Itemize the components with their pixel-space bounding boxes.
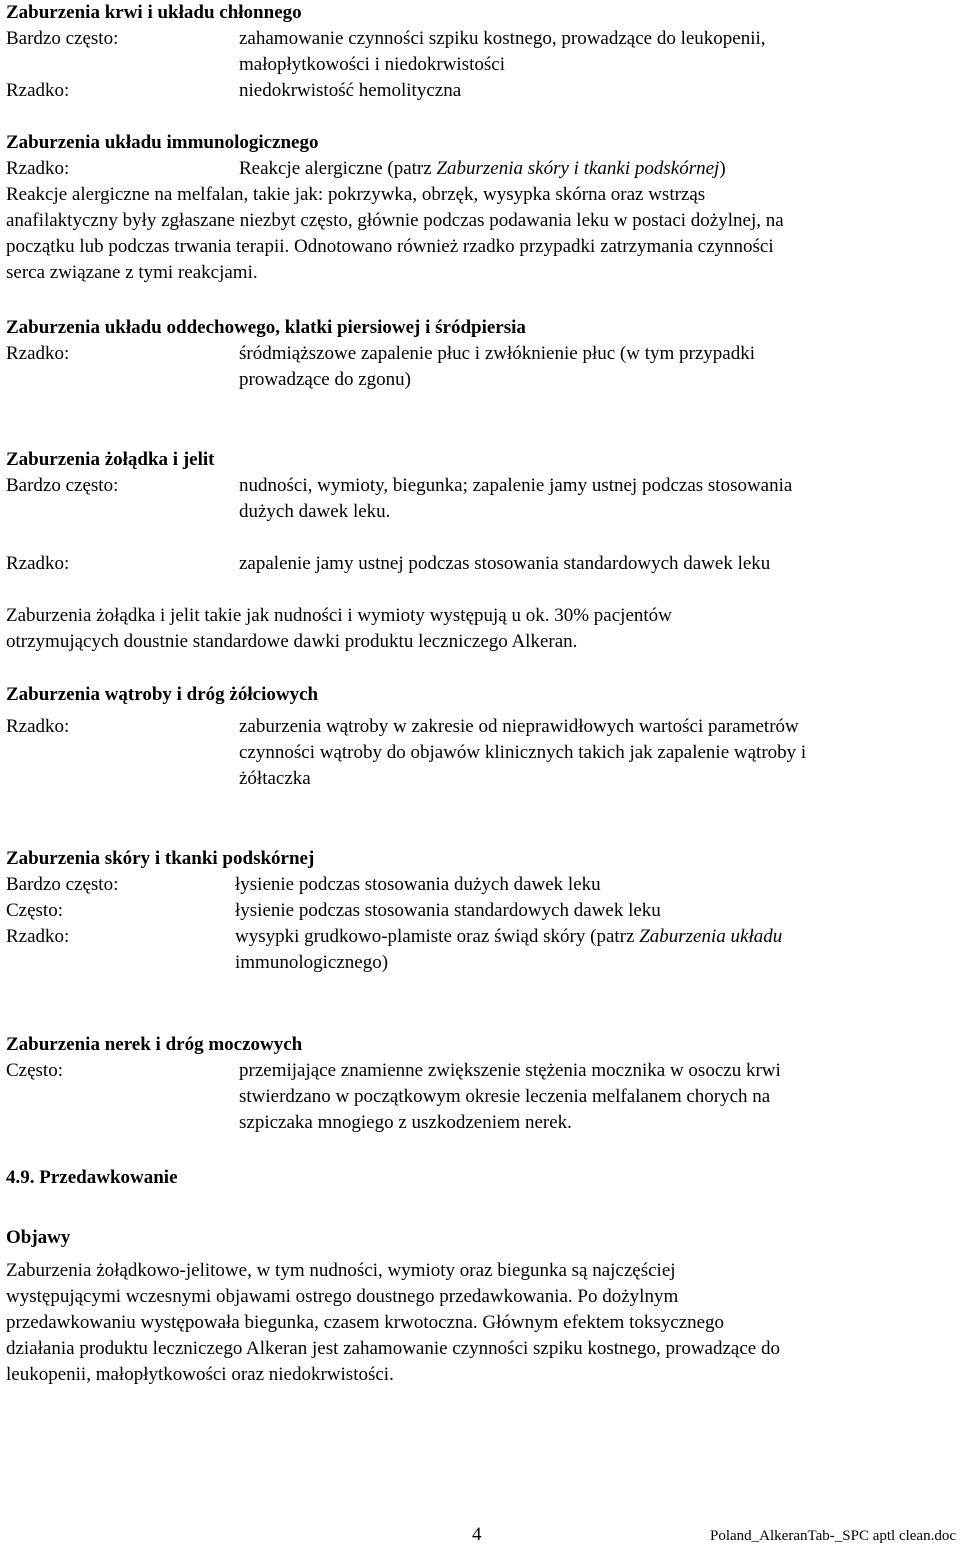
paragraph-line: anafilaktyczny były zgłaszane niezbyt często, głównie podczas podawania leku w postaci dożylnej, na bbox=[6, 210, 784, 231]
value-text: Reakcje alergiczne (patrz bbox=[239, 158, 437, 179]
frequency-label: Bardzo często: bbox=[6, 475, 119, 496]
frequency-row bbox=[6, 473, 954, 525]
frequency-row bbox=[6, 898, 954, 924]
section-respiratory bbox=[6, 315, 954, 393]
frequency-row bbox=[6, 78, 954, 104]
value-line: prowadzące do zgonu) bbox=[239, 369, 411, 390]
frequency-value bbox=[239, 26, 954, 78]
paragraph-line: występującymi wczesnymi objawami ostrego doustnego przedawkowania. Po dożylnym bbox=[6, 1286, 679, 1307]
frequency-row bbox=[6, 551, 954, 577]
value-line: żółtaczka bbox=[239, 768, 311, 789]
section-heading: Zaburzenia nerek i dróg moczowych bbox=[6, 1034, 303, 1055]
frequency-value: łysienie podczas stosowania standardowych dawek leku bbox=[235, 900, 661, 921]
frequency-value bbox=[239, 473, 954, 525]
frequency-value bbox=[239, 714, 954, 792]
section-heading: Zaburzenia krwi i układu chłonnego bbox=[6, 2, 302, 23]
paragraph-line: Zaburzenia żołądka i jelit takie jak nudności i wymioty występują u ok. 30% pacjentów bbox=[6, 605, 672, 626]
frequency-row bbox=[6, 341, 954, 393]
frequency-value bbox=[239, 1058, 954, 1136]
frequency-label: Często: bbox=[6, 1060, 63, 1081]
value-line: przemijające znamienne zwiększenie stężenia mocznika w osoczu krwi bbox=[239, 1060, 781, 1081]
frequency-row bbox=[6, 872, 954, 898]
frequency-label: Bardzo często: bbox=[6, 28, 119, 49]
frequency-label: Rzadko: bbox=[6, 553, 70, 574]
section-gi bbox=[6, 447, 954, 655]
section-overdose bbox=[6, 1165, 954, 1388]
value-line: zaburzenia wątroby w zakresie od nieprawidłowych wartości parametrów bbox=[239, 716, 799, 737]
paragraph-line: serca związane z tymi reakcjami. bbox=[6, 262, 258, 283]
value-line: szpiczaka mnogiego z uszkodzeniem nerek. bbox=[239, 1112, 572, 1133]
section-heading: Zaburzenia wątroby i dróg żółciowych bbox=[6, 684, 319, 705]
frequency-label: Rzadko: bbox=[6, 716, 70, 737]
value-line: stwierdzano w początkowym okresie leczenia melfalanem chorych na bbox=[239, 1086, 771, 1107]
paragraph-line: Zaburzenia żołądkowo-jelitowe, w tym nudności, wymioty oraz biegunka są najczęściej bbox=[6, 1260, 676, 1281]
frequency-label: Często: bbox=[6, 900, 63, 921]
value-line: małopłytkowości i niedokrwistości bbox=[239, 54, 505, 75]
frequency-value bbox=[239, 156, 954, 182]
value-line: zahamowanie czynności szpiku kostnego, prowadzące do leukopenii, bbox=[239, 28, 766, 49]
frequency-value: łysienie podczas stosowania dużych dawek leku bbox=[235, 874, 601, 895]
frequency-value: niedokrwistość hemolityczna bbox=[239, 80, 462, 101]
section-skin bbox=[6, 846, 954, 976]
paragraph-line: otrzymujących doustnie standardowe dawki produktu leczniczego Alkeran. bbox=[6, 631, 578, 652]
frequency-label: Rzadko: bbox=[6, 343, 70, 364]
frequency-row bbox=[6, 26, 954, 78]
footer-filename: Poland_AlkeranTab-_SPC aptl clean.doc bbox=[710, 1528, 956, 1544]
frequency-label: Rzadko: bbox=[6, 158, 70, 179]
paragraph bbox=[6, 182, 954, 286]
paragraph bbox=[6, 603, 954, 655]
section-heading: Zaburzenia układu immunologicznego bbox=[6, 132, 319, 153]
value-line: nudności, wymioty, biegunka; zapalenie jamy ustnej podczas stosowania bbox=[239, 475, 793, 496]
frequency-value bbox=[235, 924, 954, 976]
value-text: wysypki grudkowo-plamiste oraz świąd skóry (patrz bbox=[235, 926, 640, 947]
section-blood bbox=[6, 0, 954, 104]
frequency-row bbox=[6, 924, 954, 976]
value-line bbox=[235, 924, 954, 950]
section-liver bbox=[6, 682, 954, 792]
paragraph-line: leukopenii, małopłytkowości oraz niedokrwistości. bbox=[6, 1364, 394, 1385]
value-line: dużych dawek leku. bbox=[239, 501, 391, 522]
value-text: ) bbox=[719, 158, 726, 179]
section-heading: 4.9. Przedawkowanie bbox=[6, 1167, 178, 1188]
cross-reference: Zaburzenia skóry i tkanki podskórnej bbox=[436, 158, 720, 179]
section-heading: Zaburzenia żołądka i jelit bbox=[6, 449, 215, 470]
value-line: immunologicznego) bbox=[235, 952, 389, 973]
value-line: śródmiąższowe zapalenie płuc i zwłóknienie płuc (w tym przypadki bbox=[239, 343, 755, 364]
section-heading: Zaburzenia skóry i tkanki podskórnej bbox=[6, 848, 315, 869]
frequency-value: zapalenie jamy ustnej podczas stosowania standardowych dawek leku bbox=[239, 553, 771, 574]
frequency-label: Rzadko: bbox=[6, 80, 70, 101]
section-heading: Zaburzenia układu oddechowego, klatki piersiowej i śródpiersia bbox=[6, 317, 526, 338]
paragraph bbox=[6, 1258, 954, 1388]
frequency-row bbox=[6, 714, 954, 792]
page-number: 4 bbox=[472, 1524, 482, 1545]
frequency-row bbox=[6, 156, 954, 182]
frequency-value bbox=[239, 341, 954, 393]
subsection-heading: Objawy bbox=[6, 1227, 71, 1248]
frequency-label: Rzadko: bbox=[6, 926, 70, 947]
section-kidney bbox=[6, 1032, 954, 1136]
frequency-row bbox=[6, 1058, 954, 1136]
value-line: czynności wątroby do objawów klinicznych takich jak zapalenie wątroby i bbox=[239, 742, 807, 763]
frequency-label: Bardzo często: bbox=[6, 874, 119, 895]
paragraph-line: Reakcje alergiczne na melfalan, takie jak: pokrzywka, obrzęk, wysypka skórna oraz wstrząs bbox=[6, 184, 706, 205]
paragraph-line: początku lub podczas trwania terapii. Odnotowano również rzadko przypadki zatrzymania czynności bbox=[6, 236, 774, 257]
section-immune bbox=[6, 130, 954, 286]
paragraph-line: przedawkowaniu występowała biegunka, czasem krwotoczna. Głównym efektem toksycznego bbox=[6, 1312, 725, 1333]
cross-reference: Zaburzenia układu bbox=[639, 926, 783, 947]
paragraph-line: działania produktu leczniczego Alkeran jest zahamowanie czynności szpiku kostnego, prowadzące do bbox=[6, 1338, 780, 1359]
